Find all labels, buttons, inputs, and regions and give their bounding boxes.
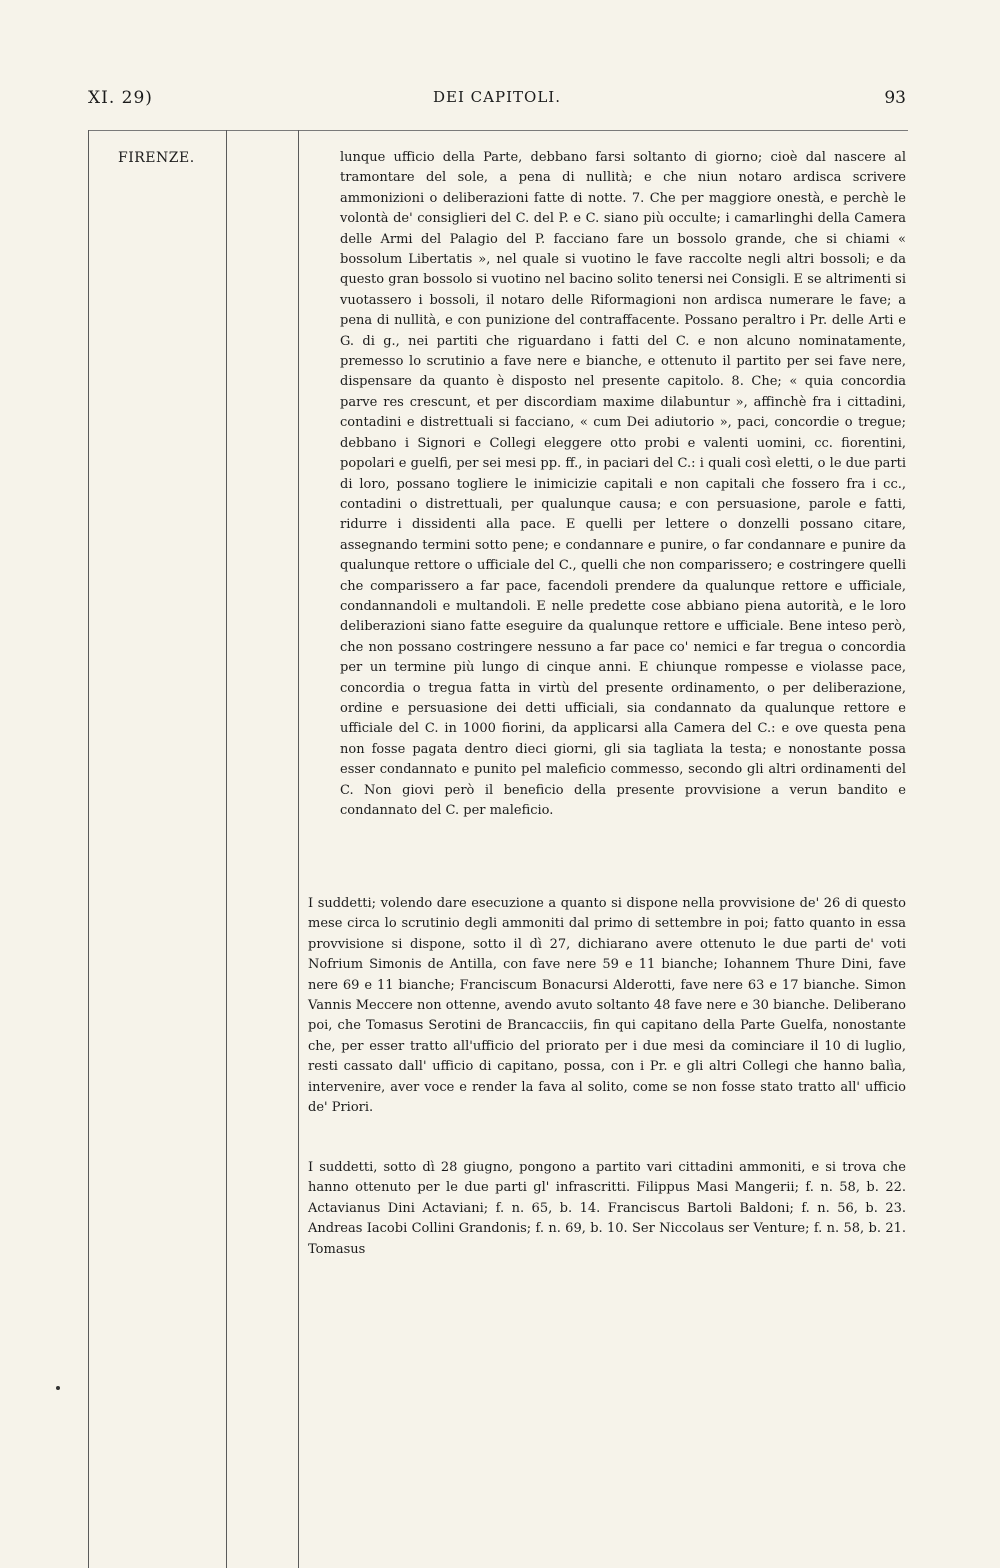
paragraph: I suddetti; volendo dare esecuzione a quanto si dispone nella provvisione de' 26 di questo mese circa lo scrutinio degli ammoniti dal primo di settembre in poi; fatto quanto in essa provvisione si dispone, sotto il dì 27, dichiarano avere ottenuto le due parti de' voti Nofrium Simonis de Antilla, con fave nere 59 e 11 bianche; Iohannem Thure Dini, fave nere 69 e 11 bianche; Franciscum Bonacursi Alderotti, fave nere 63 e 17 bianche. Simon Vannis Meccere non ottenne, avendo avuto soltanto 48 fave nere e 30 bianche. Deliberano poi, che Tomasus Serotini de Brancacciis, fin qui capitano della Parte Guelfa, nonostante che, per esser tratto all'ufficio del priorato per i due mesi da cominciare il 10 di luglio, resti cassato dall' ufficio di capitano, possa, con i Pr. e gli altri Collegi che hanno balìa, intervenire, aver voce e render la fava al solito, come se non fosse stato tratto all' ufficio de' Priori. [308,896,906,1116]
column-rule-right [298,130,299,1568]
column-rule-middle [226,130,227,1568]
side-label-place: FIRENZE. [118,150,195,166]
section-reference: XI. 29) [88,88,153,108]
table-top-rule [88,130,908,131]
running-header [88,88,906,112]
page-number: 93 [884,88,906,108]
column-rule-left [88,130,89,1568]
ink-speck [56,1386,60,1390]
main-column-text [340,148,906,821]
paragraph: lunque ufficio della Parte, debbano farsi soltanto di giorno; cioè dal nascere al tramontare del sole, a pena di nullità; e che niun notaro ardisca scrivere ammonizioni o deliberazioni fatte di notte. 7. Che per maggiore onestà, e perchè le volontà de' consiglieri del C. del P. e C. siano più occulte; i camarlinghi della Camera delle Armi del Palagio del P. facciano fare un bossolo grande, che si chiami « bossolum Libertatis », nel quale si vuotino le fave raccolte negli altri bossoli; e da questo gran bossolo si vuotino nel bacino solito tenersi nei Consigli. E se altrimenti si vuotassero i bossoli, il notaro delle Riformagioni non ardisca numerare le fave; a pena di nullità, e con punizione del contraffacente. Possano peraltro i Pr. delle Arti e G. di g., nei partiti che riguardano i fatti del C. e non alcuno nominatamente, premesso lo scrutinio a fave nere e bianche, e ottenuto il partito per sei fave nere, dispensare da quanto è disposto nel presente capitolo. 8. Che; « quia concordia parve res crescunt, et per discordiam maxime dilabuntur », affinchè fra i cittadini, contadini e distrettuali si facciano, « cum Dei adiutorio », paci, concordie o tregue; debbano i Signori e Collegi eleggere otto probi e valenti uomini, cc. fiorentini, popolari e guelfi, per sei mesi pp. ff., in paciari del C.: i quali così eletti, o le due parti di loro, possano togliere le inimicizie capitali e non capitali che fossero fra i cc., contadini o distrettuali, per qualunque causa; e con persuasione, parole e fatti, ridurre i dissidenti alla pace. E quelli per lettere o donzelli possano citare, assegnando termini sotto pene; e condannare e punire, o far condannare e punire da qualunque rettore o ufficiale del C., quelli che non comparissero; e costringere quelli che comparissero a far pace, facendoli prendere da qualunque rettore e ufficiale, condannandoli e multandoli. E nelle predette cose abbiano piena autorità, e le loro deliberazioni siano fatte eseguire da qualunque rettore e ufficiale. Bene inteso però, che non possano costringere nessuno a far pace co' nemici e far tregua o concordia per un termine più lungo di cinque anni. E chiunque rompesse e violasse pace, concordia o tregua fatta in virtù del presente ordinamento, o per deliberazione, ordine e persuasione dei detti ufficiali, sia condannato da qualunque rettore e ufficiale del C. in 1000 fiorini, da applicarsi alla Camera del C.: e ove questa pena non fosse pagata dentro dieci giorni, gli sia tagliata la testa; e nonostante possa esser condannato e punito pel maleficio commesso, secondo gli altri ordinamenti del C. Non giovi però il beneficio della presente provvisione a verun bandito e condannato del C. per maleficio. [340,150,906,818]
paragraph-block-2 [308,894,906,1118]
paragraph: I suddetti, sotto dì 28 giugno, pongono a partito vari cittadini ammoniti, e si trova che hanno ottenuto per le due parti gl' infrascritti. Filippus Masi Mangerii; f. n. 58, b. 22. Actavianus Dini Actaviani; f. n. 65, b. 14. Franciscus Bartoli Baldoni; f. n. 56, b. 23. Andreas Iacobi Collini Grandonis; f. n. 69, b. 10. Ser Niccolaus ser Venture; f. n. 58, b. 21. Tomasus [308,1160,906,1257]
running-title: DEI CAPITOLI. [433,88,561,106]
paragraph-block-3 [308,1158,906,1260]
